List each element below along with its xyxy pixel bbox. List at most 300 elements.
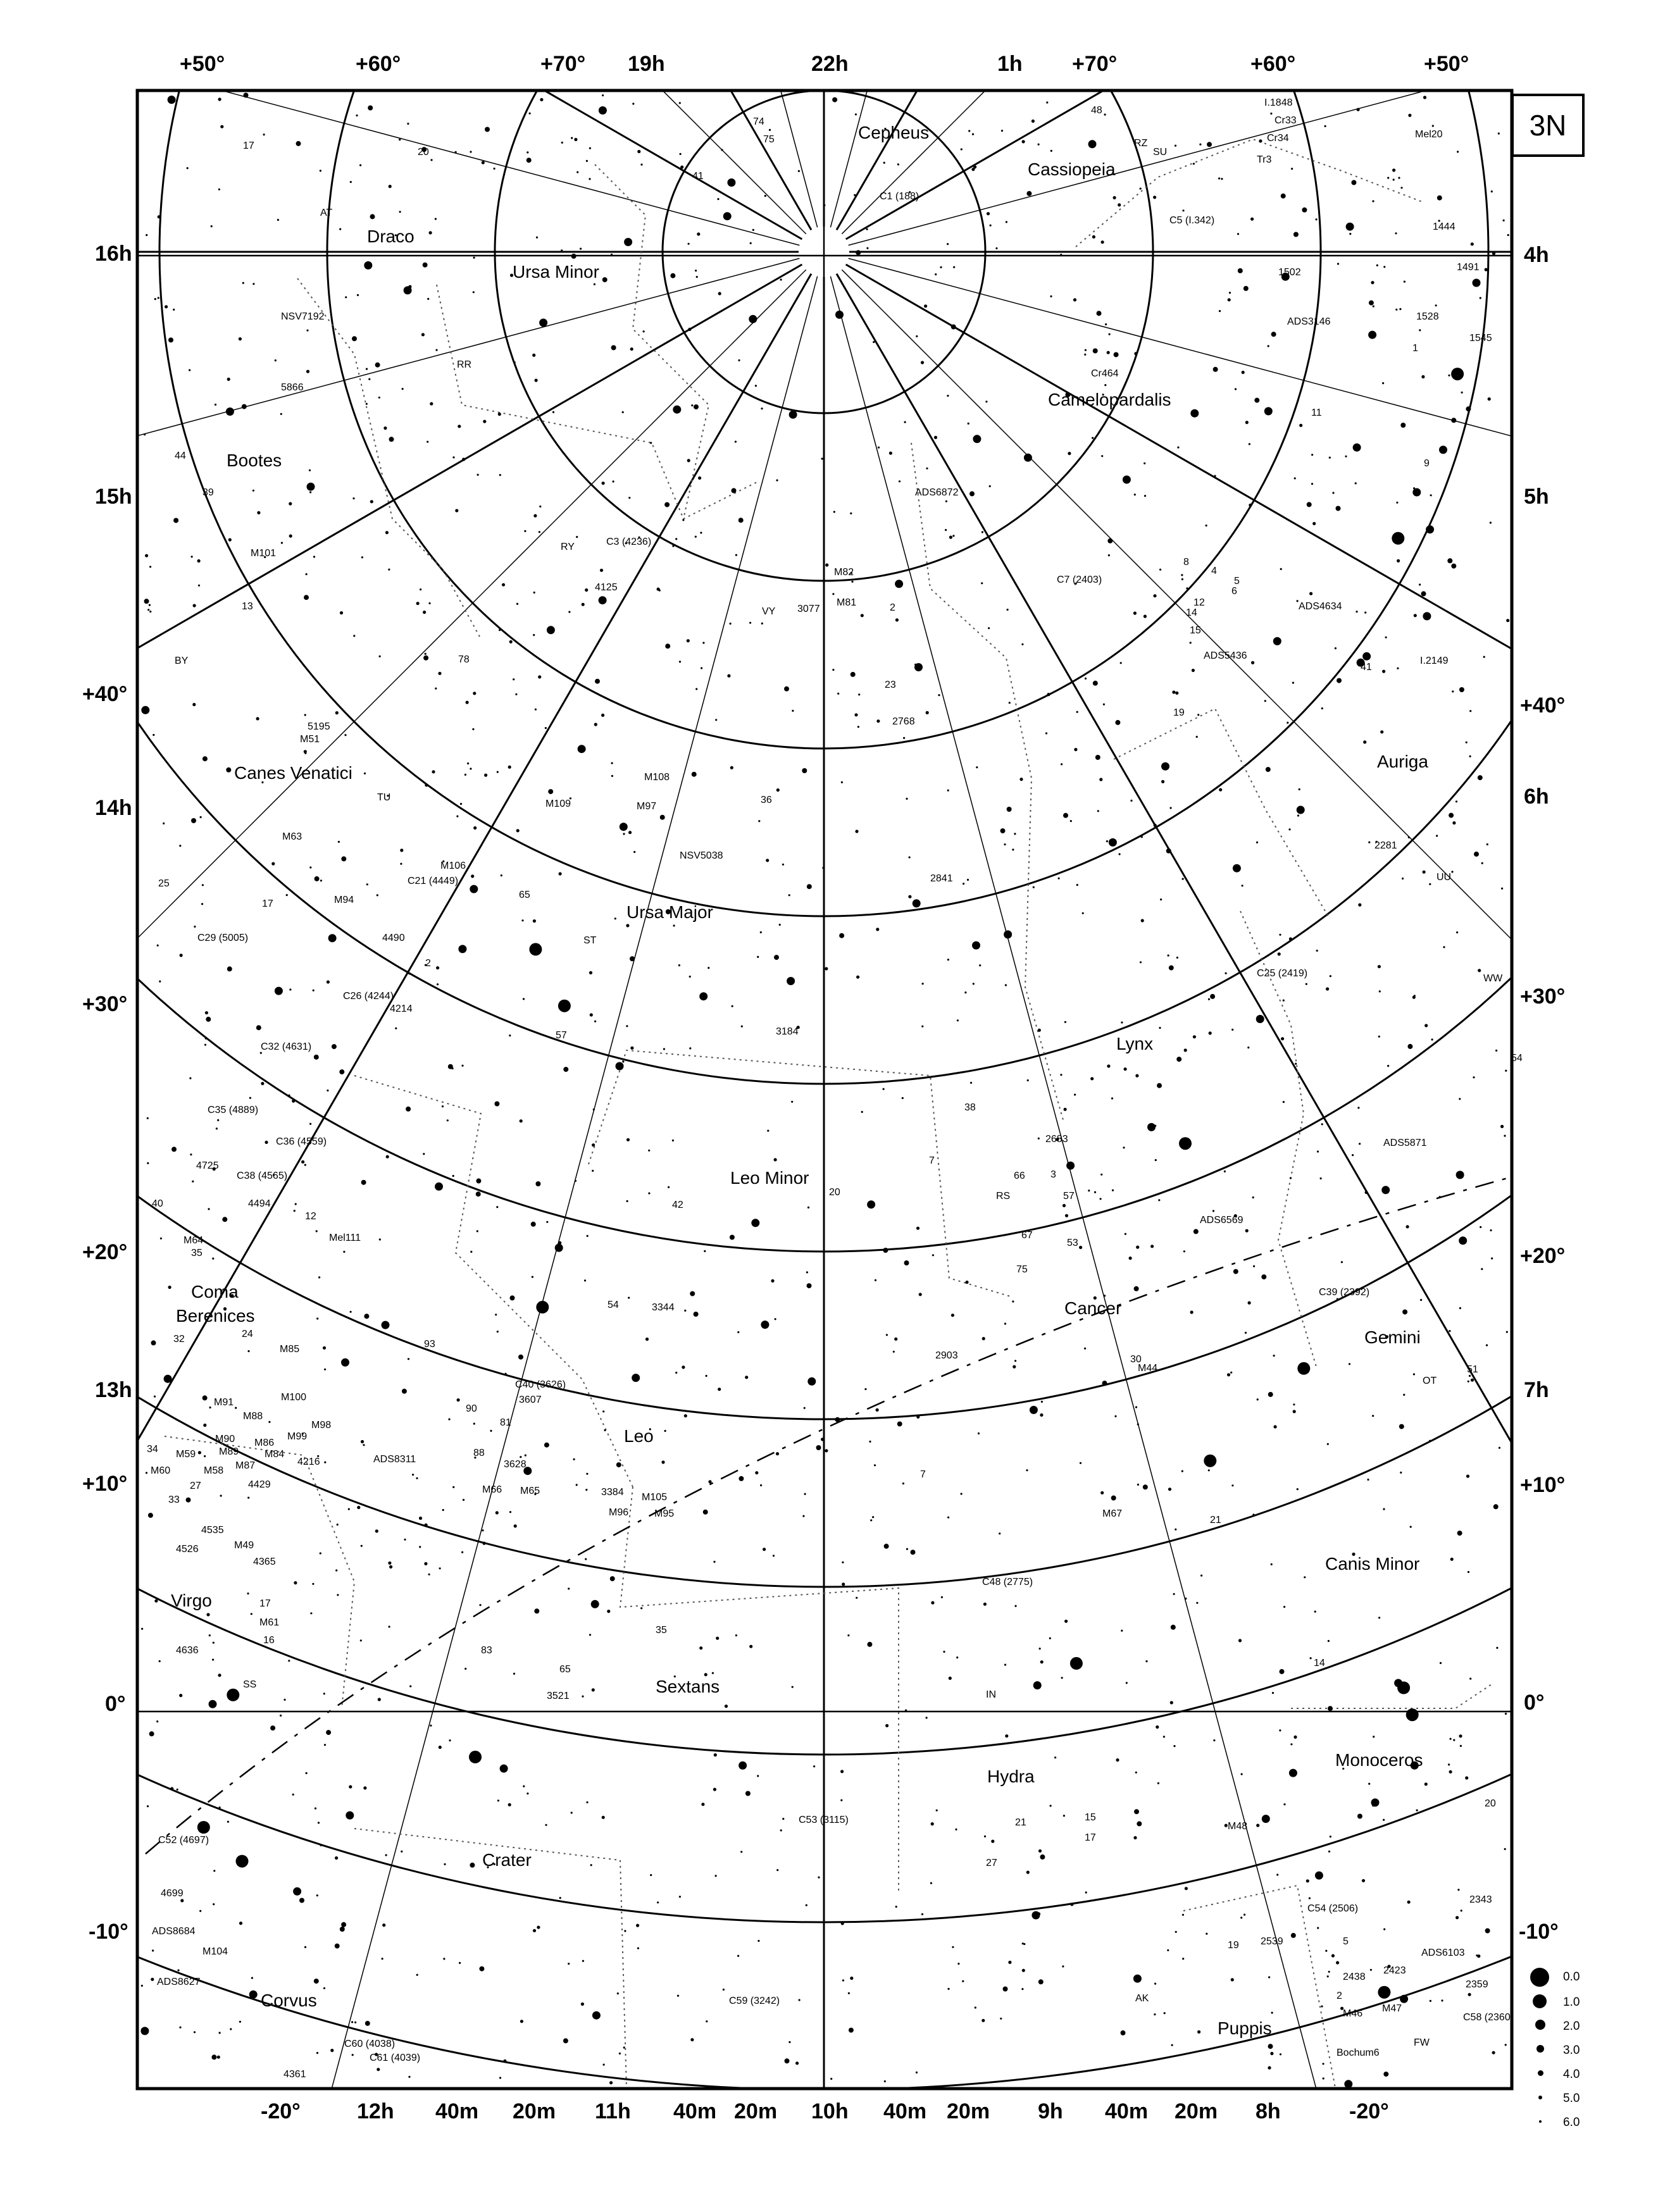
constellation-cassiopeia: Cassiopeia (1028, 159, 1116, 179)
star (304, 1164, 306, 1166)
object-label: M66 (482, 1484, 502, 1495)
star (286, 894, 288, 896)
star (745, 1376, 748, 1379)
star (409, 1686, 411, 1687)
star (473, 692, 476, 695)
constellation-monoceros: Monoceros (1335, 1750, 1423, 1770)
star (189, 369, 190, 371)
constellation-puppis: Puppis (1218, 2018, 1272, 2038)
left-label-4: 14h (95, 796, 132, 820)
object-label: 4535 (201, 1525, 224, 1536)
star (1451, 564, 1456, 569)
star (645, 1338, 649, 1341)
object-label: 3607 (519, 1395, 542, 1405)
star (312, 1583, 314, 1585)
star (1383, 2072, 1388, 2077)
star-number: 23 (885, 680, 896, 690)
star (416, 1477, 418, 1479)
star (151, 1978, 154, 1981)
star (249, 1991, 258, 1999)
star (1344, 2080, 1352, 2088)
star (341, 1922, 346, 1927)
star (665, 643, 670, 649)
star (749, 315, 757, 323)
star (531, 1222, 536, 1227)
star (884, 1544, 889, 1549)
star (157, 945, 159, 947)
object-label: M65 (520, 1486, 540, 1496)
star (739, 1762, 747, 1770)
star (327, 1090, 328, 1091)
star-number: 30 (1130, 1354, 1142, 1365)
object-label: FW (1414, 2037, 1430, 2048)
star (677, 1995, 679, 1997)
star (496, 1511, 499, 1514)
star (457, 1398, 460, 1401)
star (716, 1637, 719, 1640)
star (1261, 1274, 1266, 1279)
star-number: 41 (692, 171, 704, 182)
star (340, 1927, 345, 1932)
object-label: M104 (203, 1946, 228, 1957)
star (141, 706, 149, 714)
star-number: 36 (761, 795, 772, 805)
star (1457, 1889, 1459, 1891)
star (521, 919, 523, 921)
star (694, 1312, 699, 1317)
object-label: SS (243, 1679, 257, 1690)
star (1112, 1190, 1114, 1191)
star (323, 1693, 325, 1694)
star (1327, 1975, 1329, 1977)
star (1209, 1031, 1212, 1035)
mag-row (1518, 1993, 1644, 2016)
object-label: 2841 (930, 873, 953, 884)
star (1004, 1664, 1006, 1666)
star (623, 2047, 625, 2049)
star (876, 928, 879, 931)
star (1039, 1648, 1041, 1650)
object-label: Bochum6 (1337, 2047, 1380, 2058)
star-number: 17 (259, 1598, 271, 1609)
star (780, 1829, 782, 1831)
star (1378, 1036, 1380, 1038)
star (356, 115, 358, 116)
star (1424, 1024, 1428, 1027)
object-label: UU (1437, 872, 1452, 883)
star (751, 1219, 759, 1227)
star (402, 1389, 407, 1394)
star (672, 1140, 674, 1141)
star (700, 531, 702, 533)
star (148, 1513, 153, 1518)
star (216, 1128, 218, 1129)
star (1297, 1488, 1299, 1490)
star (525, 1455, 527, 1457)
star (1231, 1978, 1234, 1981)
star (499, 629, 501, 631)
object-label: M64 (184, 1235, 204, 1246)
star (382, 1321, 390, 1329)
star (1394, 1679, 1402, 1687)
star (876, 719, 880, 723)
star (1321, 1123, 1323, 1125)
star (1159, 1027, 1161, 1029)
star (1356, 611, 1357, 612)
star (1033, 886, 1035, 888)
star-number: 24 (242, 1329, 253, 1339)
ra-spoke (830, 0, 1512, 227)
star (704, 1673, 707, 1676)
star (1424, 1782, 1428, 1786)
star (353, 635, 355, 637)
star (201, 903, 203, 905)
star (230, 2028, 232, 2030)
star (538, 675, 541, 678)
star (404, 286, 412, 294)
ra-spoke (0, 0, 806, 234)
star (335, 1856, 338, 1860)
star (523, 1786, 525, 1787)
star (1104, 114, 1106, 116)
mag-row (1518, 1968, 1644, 1991)
star (292, 1794, 294, 1796)
star (589, 1634, 591, 1636)
star (1381, 1186, 1390, 1194)
star (771, 1279, 774, 1283)
star (1506, 1331, 1508, 1333)
star (624, 238, 632, 246)
star (477, 1230, 478, 1232)
star (1175, 1931, 1177, 1933)
star (1436, 835, 1438, 836)
star (484, 774, 487, 777)
top-label-9: +50° (1424, 52, 1469, 76)
object-label: WW (1483, 973, 1503, 984)
star-number: 17 (243, 140, 254, 151)
star (1309, 592, 1312, 595)
star (316, 1894, 318, 1896)
star (721, 149, 723, 151)
star (1400, 423, 1406, 428)
star (1272, 1692, 1274, 1694)
constellation-camelopardalis: Camelopardalis (1048, 390, 1171, 409)
object-label: M51 (300, 734, 320, 745)
star (1111, 1496, 1116, 1501)
star (1153, 196, 1156, 199)
mag-value: 4.0 (1563, 2068, 1580, 2081)
star (1126, 1682, 1128, 1684)
bottom-label-11: 9h (1038, 2099, 1063, 2123)
star (1461, 1910, 1462, 1911)
star (953, 266, 955, 268)
star (1289, 1769, 1297, 1777)
star (1439, 1196, 1441, 1198)
star (352, 497, 354, 499)
star (385, 531, 389, 534)
left-label-6: +20° (82, 1240, 128, 1264)
star (395, 1028, 397, 1029)
star (715, 719, 717, 721)
star (154, 1600, 158, 1603)
star (1503, 220, 1505, 221)
star (617, 1992, 619, 1994)
star (813, 1765, 815, 1767)
mag-value: 2.0 (1563, 2020, 1580, 2033)
star (663, 1048, 665, 1050)
star (913, 899, 921, 907)
constellation-canis-minor: Canis Minor (1325, 1554, 1420, 1574)
star (494, 1102, 499, 1107)
object-label: C25 (2419) (1257, 968, 1308, 979)
star (976, 766, 978, 768)
star (1407, 1044, 1412, 1049)
star (452, 1486, 454, 1488)
star (1412, 488, 1421, 497)
object-label: ADS8311 (373, 1454, 416, 1465)
star (1279, 934, 1281, 936)
star (470, 1251, 472, 1253)
star (1008, 1961, 1011, 1964)
star-number: 2 (1337, 1991, 1342, 2001)
star-number: 16 (263, 1635, 275, 1646)
star (1022, 140, 1025, 143)
star (239, 1922, 242, 1925)
object-label: M108 (644, 772, 670, 783)
star (1287, 722, 1288, 724)
star (350, 1311, 352, 1313)
star (945, 529, 947, 531)
star (423, 263, 428, 268)
star (773, 1555, 775, 1556)
star (423, 656, 428, 661)
star (352, 336, 357, 341)
star (1492, 252, 1495, 255)
star (389, 1565, 392, 1569)
star (1492, 2051, 1495, 2054)
right-label-10: -10° (1519, 1920, 1559, 1944)
star (306, 370, 309, 373)
object-label: Cr464 (1091, 368, 1119, 379)
star (280, 1715, 282, 1717)
constellation-canes-venatici: Canes Venatici (234, 763, 352, 783)
star (1382, 382, 1384, 384)
star (497, 1331, 499, 1333)
star (1455, 800, 1457, 802)
star (1447, 558, 1452, 563)
star (916, 335, 918, 337)
star (589, 147, 591, 149)
star (602, 1816, 605, 1819)
star (191, 556, 193, 557)
constellation-virgo: Virgo (171, 1591, 212, 1610)
star (1416, 1810, 1418, 1811)
object-label: 4361 (284, 2069, 306, 2080)
star (361, 1440, 364, 1443)
star (589, 178, 590, 180)
star (1014, 833, 1016, 835)
star (1397, 559, 1400, 562)
star (1213, 367, 1218, 372)
star (1244, 286, 1249, 291)
star (1367, 1479, 1369, 1481)
star (187, 167, 189, 169)
star (619, 2053, 621, 2054)
star (212, 1258, 214, 1260)
star (1410, 1526, 1412, 1528)
star (1483, 656, 1485, 658)
star (1155, 1159, 1157, 1161)
star (1233, 864, 1241, 873)
star (158, 297, 159, 299)
star (750, 242, 752, 244)
star (335, 1569, 337, 1571)
star (1199, 144, 1201, 146)
star (1038, 1849, 1042, 1853)
star (339, 1069, 344, 1074)
star (664, 1430, 666, 1432)
star (1192, 669, 1195, 672)
star (406, 1107, 411, 1112)
star (947, 243, 949, 245)
object-label: M90 (215, 1434, 235, 1445)
object-label: 4125 (595, 582, 618, 593)
object-label: SU (1153, 147, 1168, 158)
star (1271, 2012, 1273, 2014)
star (1106, 840, 1108, 842)
star (1233, 1269, 1238, 1274)
star (730, 1235, 735, 1240)
star (536, 237, 538, 239)
object-label: 4490 (382, 933, 405, 943)
object-label: Mel111 (329, 1233, 361, 1243)
star (203, 1424, 206, 1427)
star (807, 1283, 812, 1288)
star (1135, 1772, 1137, 1774)
star (324, 1369, 326, 1370)
star (807, 1377, 816, 1386)
star (1373, 306, 1374, 308)
star (1460, 1745, 1462, 1747)
ra-spoke (0, 270, 806, 2131)
star (807, 1207, 809, 1209)
star (680, 166, 683, 169)
star (661, 1460, 664, 1463)
star (326, 1730, 331, 1735)
star-number: 44 (175, 450, 186, 461)
object-label: C29 (5005) (197, 933, 249, 943)
star (363, 1444, 365, 1446)
star (220, 1494, 222, 1496)
star (1116, 1758, 1119, 1762)
star (1471, 1379, 1474, 1382)
star (318, 1276, 320, 1278)
star (1493, 1504, 1499, 1509)
star-number: 19 (1228, 1940, 1239, 1951)
object-label: ADS6569 (1200, 1215, 1244, 1226)
star (1038, 1029, 1041, 1032)
star (1219, 310, 1221, 312)
star (592, 1688, 595, 1691)
star (1006, 221, 1007, 223)
star (1013, 1365, 1016, 1369)
star (962, 1980, 964, 1982)
star (947, 959, 949, 960)
star (1302, 208, 1307, 213)
star (545, 727, 547, 729)
star (788, 894, 790, 896)
star (822, 867, 824, 869)
star (895, 580, 903, 588)
star (1385, 637, 1387, 638)
ra-spoke (0, 0, 802, 239)
star (568, 1963, 570, 1965)
star (281, 542, 283, 544)
star (280, 413, 282, 415)
star (659, 590, 661, 592)
star-number: 20 (1485, 1798, 1496, 1809)
star (1190, 1310, 1194, 1314)
star (1181, 1470, 1183, 1472)
star (1168, 955, 1169, 957)
star (767, 1130, 769, 1132)
star-number: 66 (1014, 1171, 1025, 1181)
object-label: M44 (1138, 1363, 1158, 1374)
star (730, 766, 733, 769)
star-number: 42 (672, 1200, 683, 1210)
object-label: 3077 (797, 604, 820, 614)
star (141, 1628, 143, 1630)
star (159, 1660, 161, 1662)
star (1395, 309, 1397, 311)
star (1000, 828, 1006, 833)
star (1456, 931, 1458, 933)
star (509, 1035, 511, 1036)
star-number: 48 (1091, 105, 1102, 116)
star (978, 1432, 980, 1434)
star (1441, 1999, 1443, 2001)
star (425, 783, 428, 786)
star (1000, 2018, 1002, 2020)
star (1396, 502, 1398, 504)
star (529, 943, 542, 955)
star (154, 1396, 156, 1398)
star (364, 1314, 369, 1319)
star (425, 653, 427, 655)
star (904, 421, 906, 423)
star (1504, 1135, 1505, 1137)
star (1403, 1394, 1405, 1396)
star (990, 225, 992, 227)
star (1238, 1639, 1242, 1642)
star (1230, 1372, 1232, 1374)
star (1278, 952, 1281, 955)
star-number: 12 (1194, 597, 1205, 608)
star (776, 1869, 778, 1871)
star (1448, 375, 1450, 376)
star (687, 459, 690, 462)
star (1431, 1038, 1433, 1040)
star (186, 1498, 191, 1503)
star (590, 1013, 593, 1016)
star (194, 2031, 196, 2033)
constellation-coma: Coma (191, 1282, 239, 1302)
star (268, 1421, 270, 1423)
top-label-3: +70° (540, 52, 586, 76)
star (1461, 392, 1463, 394)
star-number: 35 (656, 1625, 667, 1636)
object-label: M87 (235, 1460, 256, 1471)
